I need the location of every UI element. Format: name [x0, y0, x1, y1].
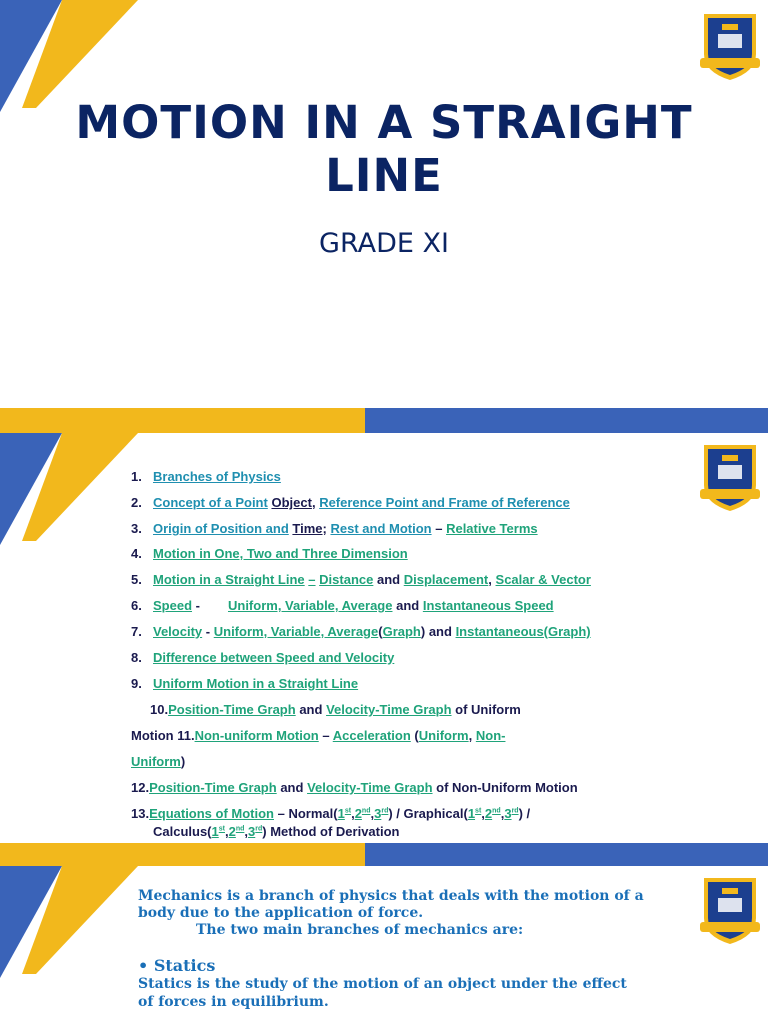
statics-heading: • Statics — [138, 956, 216, 975]
toc-item-11-cont: Uniform) — [131, 754, 186, 769]
intro-text-line-3: The two main branches of mechanics are: — [196, 922, 524, 938]
toc-item-1: 1. Branches of Physics — [131, 469, 281, 484]
mechanics-slide — [0, 866, 768, 1024]
statics-text-line-1: Statics is the study of the motion of an object under the effect — [138, 976, 627, 992]
school-logo-icon — [698, 874, 762, 946]
school-logo-icon — [698, 441, 762, 513]
toc-item-12: 12.Position-Time Graph and Velocity-Time Graph of Non-Uniform Motion — [131, 780, 578, 795]
corner-decoration — [0, 433, 140, 553]
corner-decoration — [0, 866, 140, 986]
school-logo-icon — [698, 10, 762, 82]
title-slide — [0, 0, 768, 408]
statics-text-line-2: of forces in equilibrium. — [138, 994, 329, 1010]
toc-item-9: 9. Uniform Motion in a Straight Line — [131, 676, 359, 691]
bullet-icon: • — [138, 956, 149, 975]
page-title: MOTION IN A STRAIGHT LINE — [75, 96, 693, 202]
toc-link[interactable]: Branches of Physics — [153, 469, 281, 484]
toc-item-11: Motion 11.Non-uniform Motion – Acceleration (Uniform, Non- — [131, 728, 506, 743]
contents-slide — [0, 433, 768, 843]
slide-divider-band — [0, 843, 768, 868]
intro-text-line-2: body due to the application of force. — [138, 905, 424, 921]
slide-divider-band — [0, 408, 768, 433]
toc-item-6: 6. Speed - Uniform, Variable, Average and Instantaneous Speed — [131, 598, 554, 613]
page-subtitle: GRADE XI — [319, 228, 449, 259]
toc-item-13: 13.Equations of Motion – Normal(1st,2nd,3rd) / Graphical(1st,2nd,3rd) / — [131, 806, 531, 821]
toc-item-5: 5. Motion in a Straight Line – Distance and Displacement, Scalar & Vector — [131, 572, 591, 587]
toc-item-7: 7. Velocity - Uniform, Variable, Average(Graph) and Instantaneous(Graph) — [131, 624, 591, 639]
intro-text-line-1: Mechanics is a branch of physics that deals with the motion of a — [138, 888, 644, 904]
toc-item-2: 2. Concept of a Point Object, Reference Point and Frame of Reference — [131, 495, 570, 510]
toc-item-13-cont: Calculus(1st,2nd,3rd) Method of Derivation — [153, 824, 400, 839]
toc-item-8: 8. Difference between Speed and Velocity — [131, 650, 395, 665]
toc-item-3: 3. Origin of Position and Time; Rest and Motion – Relative Terms — [131, 521, 538, 536]
toc-item-4: 4. Motion in One, Two and Three Dimension — [131, 546, 408, 561]
toc-item-10: 10.Position-Time Graph and Velocity-Time Graph of Uniform — [150, 702, 521, 717]
